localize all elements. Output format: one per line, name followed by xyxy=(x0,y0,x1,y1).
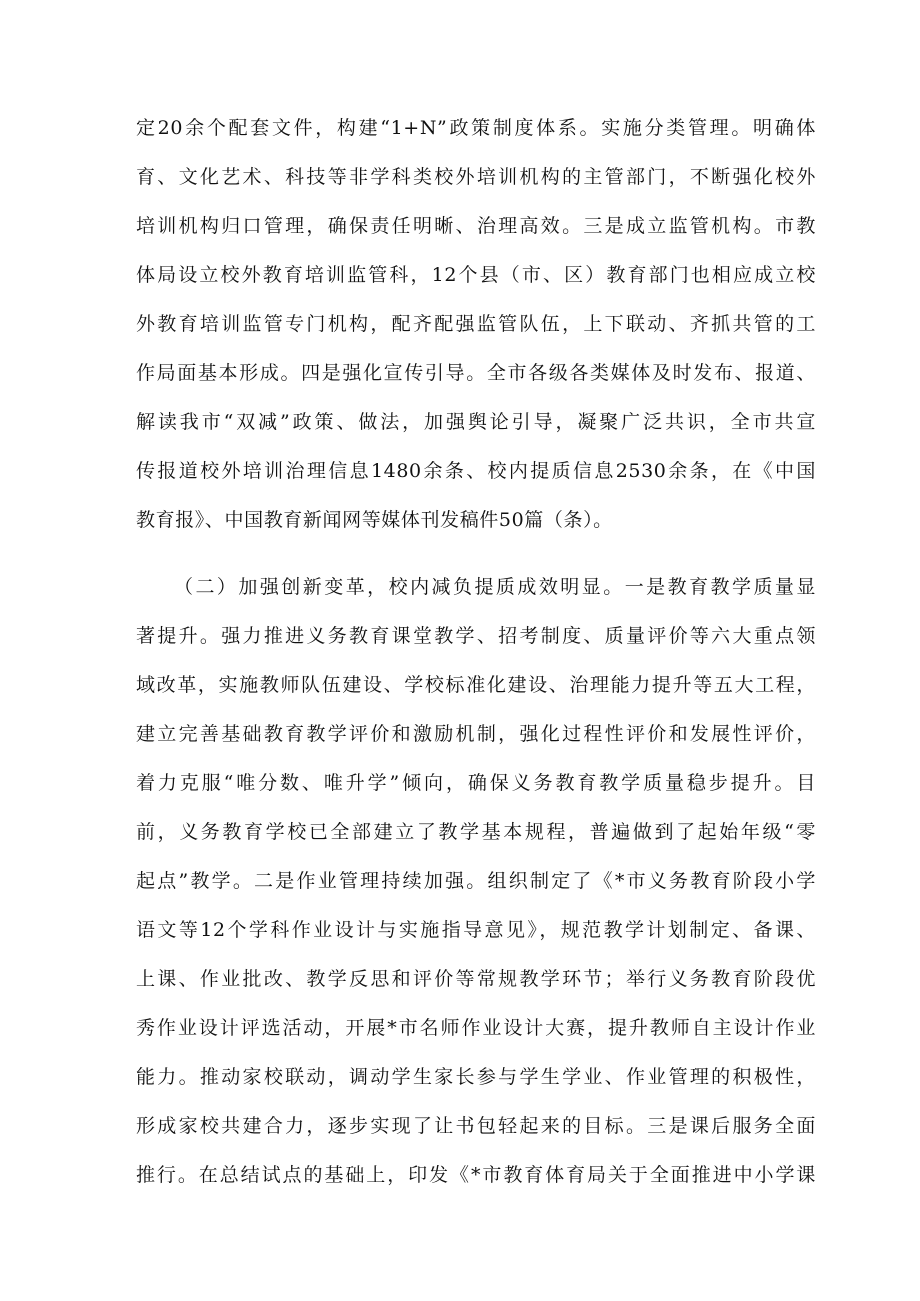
text-line: 定20余个配套文件，构建“1+N”政策制度体系。实施分类管理。明确体 xyxy=(136,117,816,139)
text-line: 前，义务教育学校已全部建立了教学基本规程，普遍做到了起始年级“零 xyxy=(136,821,816,843)
text-line: 外教育培训监管专门机构，配齐配强监管队伍，上下联动、齐抓共管的工 xyxy=(136,313,816,335)
text-line: 教育报》、中国教育新闻网等媒体刊发稿件50篇（条）。 xyxy=(136,509,613,531)
text-line: 解读我市“双减”政策、做法，加强舆论引导，凝聚广泛共识，全市共宣 xyxy=(136,411,816,433)
text-line: 形成家校共建合力，逐步实现了让书包轻起来的目标。三是课后服务全面 xyxy=(136,1115,816,1137)
text-line: 能力。推动家校联动，调动学生家长参与学生学业、作业管理的积极性， xyxy=(136,1066,816,1088)
text-line: 传报道校外培训治理信息1480余条、校内提质信息2530余条，在《中国 xyxy=(136,460,816,482)
text-line: 建立完善基础教育教学评价和激励机制，强化过程性评价和发展性评价， xyxy=(136,723,816,745)
text-line: 域改革，实施教师队伍建设、学校标准化建设、治理能力提升等五大工程， xyxy=(136,674,816,696)
text-line: 着力克服“唯分数、唯升学”倾向，确保义务教育教学质量稳步提升。目 xyxy=(136,772,816,794)
text-line: 培训机构归口管理，确保责任明晰、治理高效。三是成立监管机构。市教 xyxy=(136,215,816,237)
text-line: 育、文化艺术、科技等非学科类校外培训机构的主管部门，不断强化校外 xyxy=(136,166,816,188)
text-line: 推行。在总结试点的基础上，印发《*市教育体育局关于全面推进中小学课 xyxy=(136,1164,816,1186)
text-line: 作局面基本形成。四是强化宣传引导。全市各级各类媒体及时发布、报道、 xyxy=(136,362,816,384)
text-line: 体局设立校外教育培训监管科，12个县（市、区）教育部门也相应成立校 xyxy=(136,264,816,286)
text-line: 语文等12个学科作业设计与实施指导意见》，规范教学计划制定、备课、 xyxy=(136,919,816,941)
text-line-indented: （二）加强创新变革，校内减负提质成效明显。一是教育教学质量显 xyxy=(174,576,816,598)
text-line: 起点”教学。二是作业管理持续加强。组织制定了《*市义务教育阶段小学 xyxy=(136,870,816,892)
text-line: 上课、作业批改、教学反思和评价等常规教学环节；举行义务教育阶段优 xyxy=(136,968,816,990)
text-line: 著提升。强力推进义务教育课堂教学、招考制度、质量评价等六大重点领 xyxy=(136,625,816,647)
text-line: 秀作业设计评选活动，开展*市名师作业设计大赛，提升教师自主设计作业 xyxy=(136,1017,816,1039)
